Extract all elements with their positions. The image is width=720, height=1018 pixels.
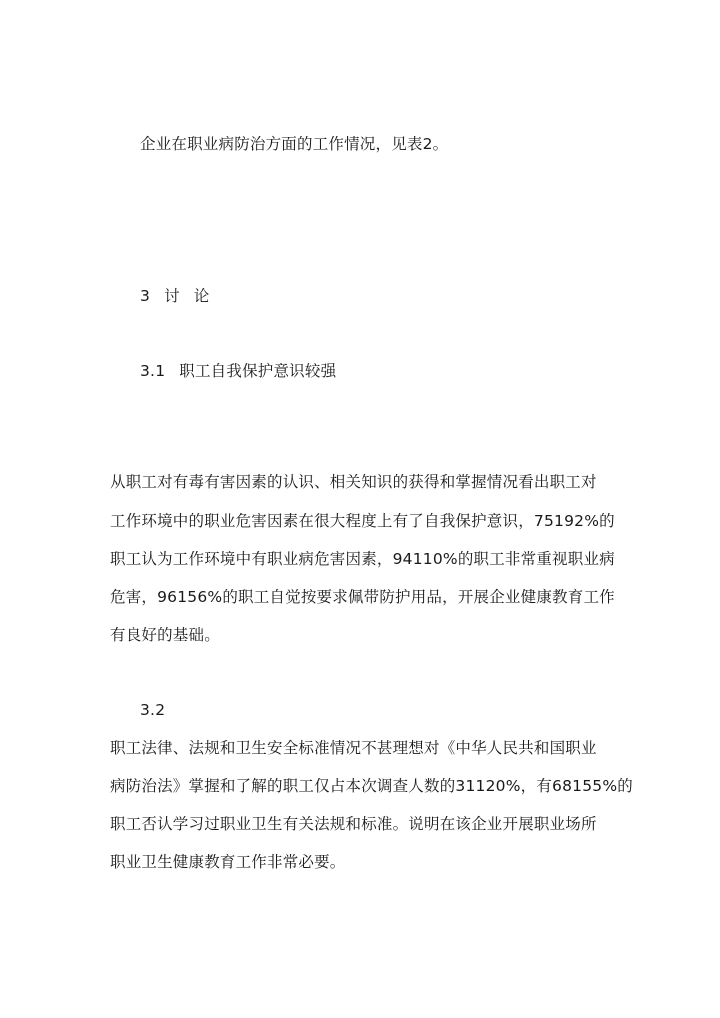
- section-3-number: 3: [140, 287, 151, 305]
- paragraph-3-1-line-4: 危害，96156%的职工自觉按要求佩带防护用品，开展企业健康教育工作: [110, 588, 615, 606]
- paragraph-table-reference: 企业在职业病防治方面的工作情况，见表2。: [140, 135, 449, 153]
- paragraph-3-2-line-2: 病防治法》掌握和了解的职工仅占本次调查人数的31120%，有68155%的: [110, 777, 633, 795]
- section-3-1-number: 3.1: [140, 362, 166, 380]
- section-3-title-part-2: 论: [193, 287, 210, 305]
- section-3-heading: [140, 286, 209, 306]
- section-3-title-part-1: 讨: [164, 287, 180, 305]
- paragraph-3-2-line-1: 职工法律、法规和卫生安全标准情况不甚理想对《中华人民共和国职业: [110, 739, 597, 757]
- section-3-1-title: 职工自我保护意识较强: [179, 362, 337, 380]
- section-3-1-heading: [140, 361, 336, 381]
- paragraph-3-1-line-1: 从职工对有毒有害因素的认识、相关知识的获得和掌握情况看出职工对: [110, 473, 597, 491]
- paragraph-3-1-line-2: 工作环境中的职业危害因素在很大程度上有了自我保护意识，75192%的: [110, 512, 615, 530]
- paragraph-3-1-line-3: 职工认为工作环境中有职业病危害因素，94110%的职工非常重视职业病: [110, 550, 615, 568]
- section-3-2-number: 3.2: [140, 701, 166, 719]
- paragraph-3-1-line-5: 有良好的基础。: [110, 626, 220, 644]
- paragraph-3-2-line-4: 职业卫生健康教育工作非常必要。: [110, 853, 346, 871]
- paragraph-3-2-line-3: 职工否认学习过职业卫生有关法规和标准。说明在该企业开展职业场所: [110, 815, 597, 833]
